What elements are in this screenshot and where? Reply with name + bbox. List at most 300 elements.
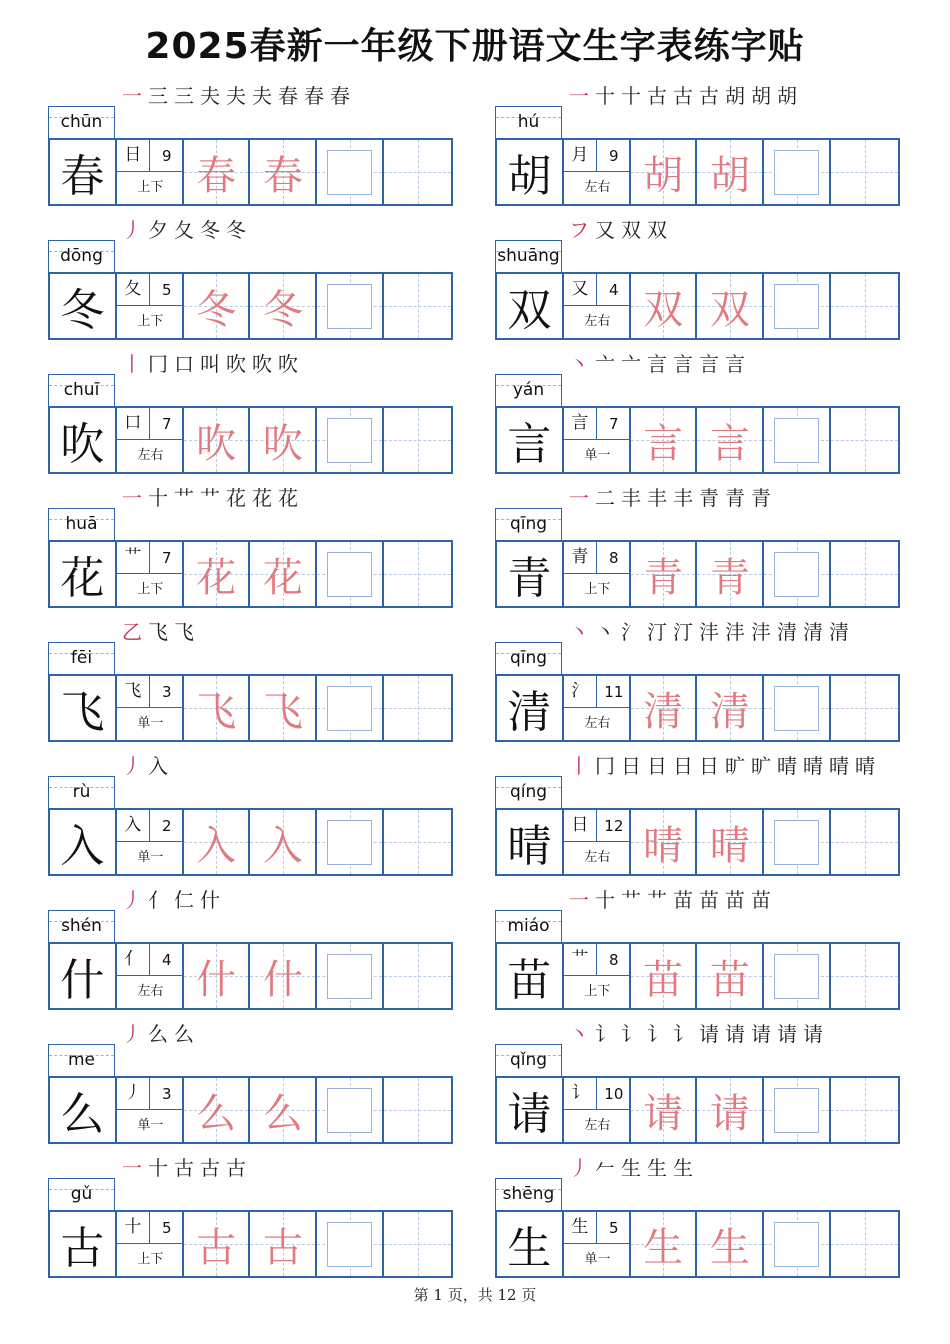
stroke-count: 7 [150,542,184,574]
character-info [564,1078,631,1142]
blank-practice-cell [831,1078,898,1142]
blank-practice-cell [384,140,451,204]
blank-practice-cell [384,1212,451,1276]
trace-character: 么 [196,1090,237,1137]
trace-character: 生 [709,1224,750,1271]
radical-label: 夂 [117,274,150,306]
stroke-step: 沣 [725,620,745,644]
practice-grid [495,540,900,608]
structure-label: 左右 [584,180,611,195]
writing-box-cell [764,1078,831,1142]
stroke-step: 三 [148,84,168,108]
stroke-step: 十 [148,1156,168,1180]
trace-character: 入 [196,822,237,869]
structure-label: 左右 [584,716,611,731]
stroke-step: 汀 [673,620,693,644]
radical-label: 氵 [564,676,597,708]
stroke-step: 十 [595,888,615,912]
stroke-step: 夂 [174,218,194,242]
stroke-step: 十 [595,84,615,108]
stroke-step: 丶 [569,352,589,376]
stroke-step: 青 [699,486,719,510]
writing-box-cell [317,274,384,338]
stroke-count: 3 [150,676,184,708]
trace-cell [250,810,317,874]
main-character: 晴 [497,810,564,874]
pinyin-text: qīng [509,514,548,534]
stroke-step: 日 [699,754,719,778]
practice-grid [48,540,453,608]
stroke-step: 亠 [595,352,615,376]
trace-character: 苗 [709,956,750,1003]
main-character: 青 [497,542,564,606]
blank-practice-cell [831,542,898,606]
stroke-step: 丶 [569,620,589,644]
pinyin-box [48,642,115,674]
trace-cell [184,408,251,472]
stroke-step: 讠 [621,1022,641,1046]
pinyin-text: chūn [60,112,103,132]
trace-cell [184,1078,251,1142]
stroke-step: 清 [829,620,849,644]
character-entry [495,1152,900,1286]
stroke-step: 一 [569,888,589,912]
trace-character: 春 [262,152,303,199]
trace-character: 吹 [262,420,303,467]
practice-grid [495,674,900,742]
stroke-step: 氵 [621,620,641,644]
stroke-step: 讠 [595,1022,615,1046]
stroke-step: 仁 [174,888,194,912]
pinyin-box [495,106,562,138]
practice-grid [495,406,900,474]
stroke-step: 一 [122,1156,142,1180]
stroke-step: 讠 [673,1022,693,1046]
stroke-step: 花 [278,486,298,510]
stroke-step: 𠂉 [595,1156,615,1180]
trace-cell [184,676,251,740]
structure-label: 左右 [584,314,611,329]
character-info [564,1212,631,1276]
pinyin-box [48,1178,115,1210]
blank-practice-cell [384,810,451,874]
pinyin-text: dōng [60,246,103,266]
main-character: 入 [50,810,117,874]
stroke-order [122,482,304,508]
stroke-step: 夕 [148,218,168,242]
stroke-step: 言 [673,352,693,376]
stroke-step: 晴 [777,754,797,778]
writing-box-cell [317,810,384,874]
stroke-step: 请 [803,1022,823,1046]
character-entry [495,750,900,884]
stroke-step: 春 [304,84,324,108]
practice-grid [495,808,900,876]
trace-character: 晴 [643,822,684,869]
structure-label: 单一 [137,1118,164,1133]
character-info [564,676,631,740]
practice-grid [48,1076,453,1144]
stroke-order [569,348,751,374]
stroke-step: 一 [122,84,142,108]
trace-character: 胡 [643,152,684,199]
stroke-step: 一 [122,486,142,510]
trace-cell [184,274,251,338]
stroke-step: 吹 [226,352,246,376]
pinyin-box [495,642,562,674]
stroke-step: 花 [252,486,272,510]
writing-box-cell [764,810,831,874]
stroke-step: 么 [174,1022,194,1046]
stroke-step: 晴 [829,754,849,778]
structure-label: 左右 [137,448,164,463]
character-info [564,408,631,472]
stroke-order [122,616,200,642]
stroke-order [569,750,881,776]
structure-label: 上下 [584,984,611,999]
stroke-order [122,80,356,106]
radical-label: 艹 [117,542,150,574]
trace-cell [697,1078,764,1142]
trace-cell [697,676,764,740]
trace-cell [250,1212,317,1276]
stroke-order [569,1152,699,1178]
trace-character: 胡 [709,152,750,199]
stroke-step: 古 [699,84,719,108]
pinyin-box [48,374,115,406]
stroke-step: 古 [226,1156,246,1180]
stroke-step: 飞 [148,620,168,644]
main-character: 请 [497,1078,564,1142]
trace-cell [697,1212,764,1276]
stroke-step: 生 [621,1156,641,1180]
pinyin-box [495,910,562,942]
stroke-step: 丿 [122,1022,142,1046]
stroke-count: 4 [597,274,631,306]
stroke-step: 胡 [725,84,745,108]
stroke-step: 晴 [803,754,823,778]
stroke-count: 2 [150,810,184,842]
trace-cell [697,140,764,204]
stroke-step: 丰 [621,486,641,510]
character-info [117,140,184,204]
stroke-step: 么 [148,1022,168,1046]
structure-label: 左右 [137,984,164,999]
stroke-step: 请 [699,1022,719,1046]
character-info [564,542,631,606]
character-entry [495,348,900,482]
trace-cell [250,542,317,606]
blank-practice-cell [831,408,898,472]
trace-cell [697,542,764,606]
stroke-step: 乙 [122,620,142,644]
main-character: 双 [497,274,564,338]
trace-cell [631,408,698,472]
radical-label: 十 [117,1212,150,1244]
inner-box [327,1088,372,1133]
practice-grid [48,942,453,1010]
trace-character: 双 [709,286,750,333]
inner-box [774,1088,819,1133]
stroke-step: 吹 [252,352,272,376]
stroke-step: 双 [621,218,641,242]
structure-label: 上下 [137,180,164,195]
main-character: 古 [50,1212,117,1276]
stroke-step: 请 [777,1022,797,1046]
stroke-count: 5 [597,1212,631,1244]
blank-practice-cell [831,810,898,874]
pinyin-text: qīng [509,648,548,668]
stroke-order [122,750,174,776]
character-info [564,944,631,1008]
stroke-step: 古 [174,1156,194,1180]
practice-grid [48,674,453,742]
stroke-step: 花 [226,486,246,510]
stroke-step: 十 [148,486,168,510]
stroke-step: 亻 [148,888,168,912]
stroke-step: 言 [647,352,667,376]
structure-label: 左右 [584,850,611,865]
character-info [117,1078,184,1142]
stroke-step: 沣 [751,620,771,644]
blank-practice-cell [384,542,451,606]
stroke-order [122,1018,200,1044]
stroke-step: 日 [647,754,667,778]
inner-box [327,1222,372,1267]
inner-box [774,284,819,329]
main-character: 么 [50,1078,117,1142]
stroke-step: 青 [751,486,771,510]
blank-practice-cell [831,944,898,1008]
trace-character: 春 [196,152,237,199]
character-entry [48,616,453,750]
page-footer: 第 1 页，共 12 页 [413,1286,537,1304]
pinyin-text: chuī [63,380,100,400]
stroke-step: 一 [569,84,589,108]
practice-grid [495,272,900,340]
character-entry [48,348,453,482]
stroke-count: 4 [150,944,184,976]
trace-character: 清 [709,688,750,735]
trace-character: 么 [262,1090,303,1137]
radical-label: 日 [117,140,150,172]
radical-label: 艹 [564,944,597,976]
stroke-order [569,884,777,910]
trace-cell [250,1078,317,1142]
trace-cell [184,944,251,1008]
trace-character: 入 [262,822,303,869]
writing-box-cell [317,408,384,472]
stroke-step: 艹 [200,486,220,510]
main-character: 什 [50,944,117,1008]
stroke-step: 夫 [252,84,272,108]
practice-grid [495,138,900,206]
inner-box [774,150,819,195]
stroke-step: 吹 [278,352,298,376]
stroke-step: 春 [330,84,350,108]
trace-character: 古 [262,1224,303,1271]
structure-label: 上下 [137,314,164,329]
stroke-step: 艹 [621,888,641,912]
stroke-step: 汀 [647,620,667,644]
pinyin-box [48,910,115,942]
pinyin-text: shén [61,916,102,936]
stroke-step: 苗 [673,888,693,912]
inner-box [774,418,819,463]
inner-box [327,954,372,999]
inner-box [327,686,372,731]
inner-box [327,552,372,597]
inner-box [327,284,372,329]
stroke-step: 冂 [148,352,168,376]
structure-label: 左右 [584,1118,611,1133]
trace-character: 生 [643,1224,684,1271]
stroke-step: 艹 [174,486,194,510]
trace-cell [697,810,764,874]
trace-character: 古 [196,1224,237,1271]
trace-cell [631,676,698,740]
writing-box-cell [764,274,831,338]
main-character: 生 [497,1212,564,1276]
stroke-step: 冬 [200,218,220,242]
trace-cell [697,408,764,472]
character-entry [48,214,453,348]
stroke-count: 8 [597,542,631,574]
character-entry [495,1018,900,1152]
right-column [495,80,900,1286]
stroke-step: 春 [278,84,298,108]
writing-box-cell [764,542,831,606]
writing-box-cell [764,1212,831,1276]
stroke-step: 又 [595,218,615,242]
pinyin-text: yán [512,380,545,400]
trace-character: 苗 [643,956,684,1003]
radical-label: 飞 [117,676,150,708]
main-character: 吹 [50,408,117,472]
page-title: 2025春新一年级下册语文生字表练字贴 [145,26,805,67]
trace-character: 请 [709,1090,750,1137]
stroke-step: 胡 [777,84,797,108]
radical-label: 日 [564,810,597,842]
stroke-step: 艹 [647,888,667,912]
trace-cell [631,542,698,606]
stroke-step: 冬 [226,218,246,242]
blank-practice-cell [831,274,898,338]
main-character: 春 [50,140,117,204]
blank-practice-cell [384,676,451,740]
stroke-step: 旷 [751,754,771,778]
trace-character: 言 [709,420,750,467]
stroke-step: 入 [148,754,168,778]
stroke-count: 10 [597,1078,631,1110]
stroke-order [569,482,777,508]
main-character: 花 [50,542,117,606]
pinyin-box [48,240,115,272]
blank-practice-cell [831,1212,898,1276]
inner-box [774,954,819,999]
stroke-step: 沣 [699,620,719,644]
pinyin-text: shēng [502,1184,555,1204]
trace-character: 青 [709,554,750,601]
practice-grid [48,138,453,206]
stroke-order [122,348,304,374]
structure-label: 单一 [584,448,611,463]
practice-grid [495,1076,900,1144]
stroke-step: 清 [803,620,823,644]
character-entry [495,482,900,616]
main-character: 言 [497,408,564,472]
stroke-step: 苗 [699,888,719,912]
stroke-step: 丿 [122,754,142,778]
inner-box [327,820,372,865]
writing-box-cell [317,140,384,204]
stroke-count: 9 [150,140,184,172]
stroke-step: 冂 [595,754,615,778]
structure-label: 上下 [137,582,164,597]
trace-character: 双 [643,286,684,333]
radical-label: 丿 [117,1078,150,1110]
blank-practice-cell [831,676,898,740]
trace-cell [250,140,317,204]
stroke-step: 古 [200,1156,220,1180]
stroke-step: 言 [725,352,745,376]
stroke-count: 5 [150,274,184,306]
trace-cell [631,810,698,874]
pinyin-box [495,776,562,808]
stroke-step: 旷 [725,754,745,778]
structure-label: 上下 [137,1252,164,1267]
stroke-step: 青 [725,486,745,510]
inner-box [774,686,819,731]
trace-cell [631,1078,698,1142]
pinyin-box [495,508,562,540]
trace-character: 冬 [262,286,303,333]
main-character: 飞 [50,676,117,740]
blank-practice-cell [384,408,451,472]
stroke-step: 丰 [673,486,693,510]
radical-label: 口 [117,408,150,440]
pinyin-text: fēi [70,648,93,668]
pinyin-box [48,508,115,540]
character-info [117,810,184,874]
stroke-order [122,1152,252,1178]
writing-box-cell [317,944,384,1008]
pinyin-box [495,240,562,272]
trace-character: 青 [643,554,684,601]
trace-character: 请 [643,1090,684,1137]
stroke-step: 二 [595,486,615,510]
stroke-order [122,884,226,910]
structure-label: 单一 [584,1252,611,1267]
inner-box [774,1222,819,1267]
trace-cell [250,274,317,338]
trace-character: 晴 [709,822,750,869]
radical-label: 讠 [564,1078,597,1110]
stroke-step: 言 [699,352,719,376]
trace-cell [250,408,317,472]
pinyin-text: qíng [509,782,548,802]
character-entry [48,80,453,214]
pinyin-text: rù [72,782,91,802]
stroke-step: 丰 [647,486,667,510]
practice-grid [48,808,453,876]
writing-box-cell [317,676,384,740]
character-info [117,944,184,1008]
pinyin-text: huā [65,514,98,534]
stroke-step: 讠 [647,1022,667,1046]
stroke-step: 生 [673,1156,693,1180]
radical-label: 亻 [117,944,150,976]
